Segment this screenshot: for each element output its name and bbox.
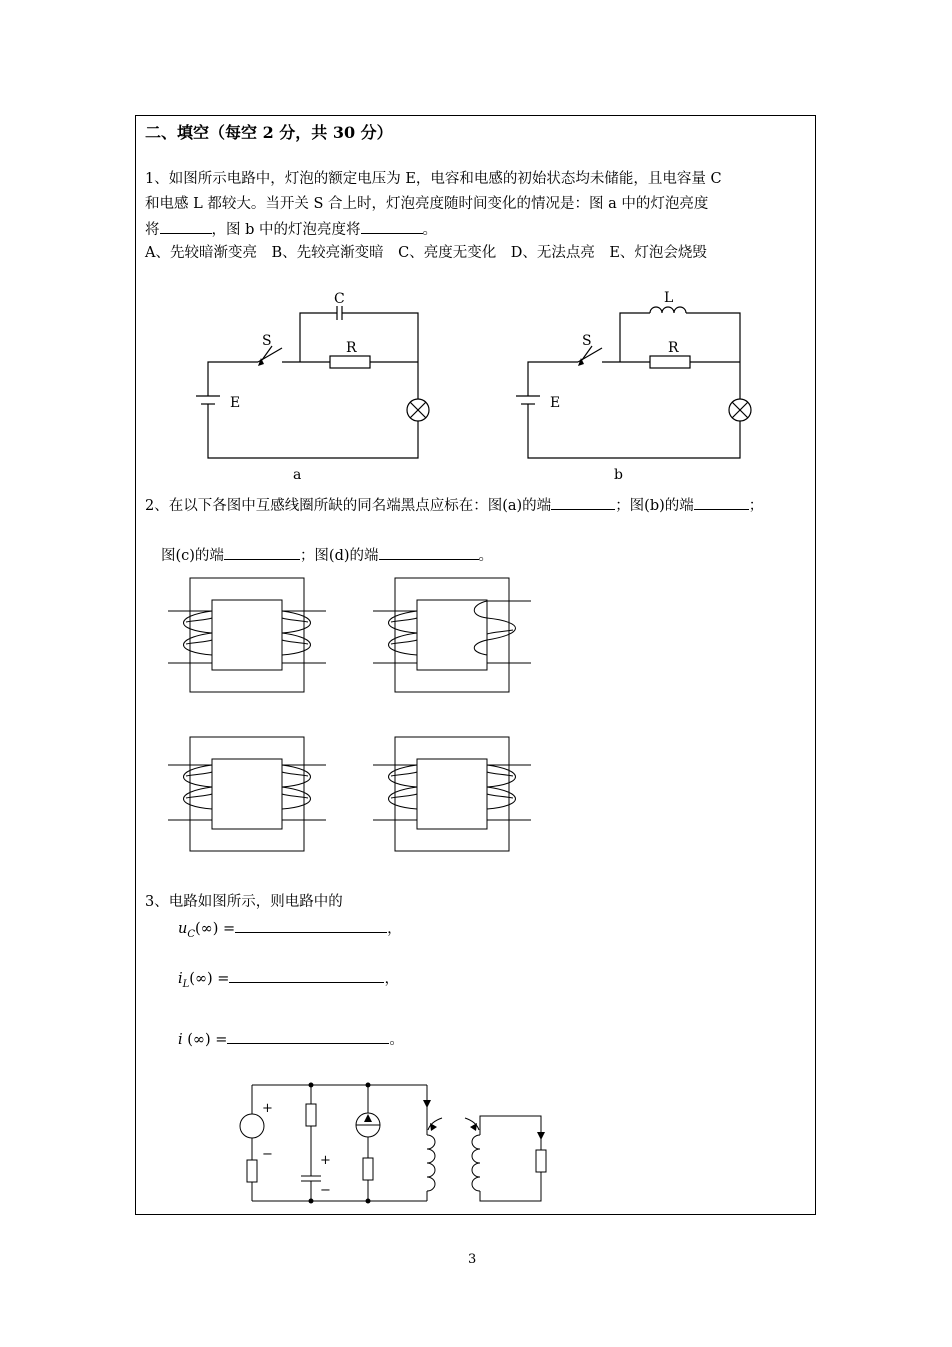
- page-number: 3: [468, 1252, 477, 1267]
- fig-a-label-c: C: [334, 291, 345, 307]
- q2-line2: 图(c)的端 ；图(d)的端 。: [161, 545, 493, 566]
- q3-minus-2: −: [320, 1183, 331, 1198]
- q3-intro: 3、电路如图所示，则电路中的: [145, 894, 343, 910]
- fig-a-label-e: E: [230, 395, 241, 411]
- q3-minus-1: −: [262, 1147, 273, 1162]
- q3-plus-2: +: [320, 1153, 331, 1168]
- fig-a-label-r: R: [346, 340, 357, 356]
- fig-b-label-e: E: [550, 395, 561, 411]
- section-title: 二、填空（每空 2 分，共 30 分）: [145, 123, 393, 142]
- fig-b-label-l: L: [664, 290, 674, 306]
- q3-i-line: i (∞) = 。: [178, 1029, 404, 1050]
- q3-plus-1: +: [262, 1101, 273, 1116]
- q1-line3: 将 ，图 b 中的灯泡亮度将 。: [145, 219, 437, 240]
- q1-line1: 1、如图所示电路中，灯泡的额定电压为 E，电容和电感的初始状态均未储能，且电容量 C: [145, 171, 722, 187]
- q2-line1: 2、在以下各图中互感线圈所缺的同名端黑点应标在：图(a)的端 ；图(b)的端 ；: [145, 495, 763, 516]
- fig-b-label-r: R: [668, 340, 679, 356]
- fig-a-caption: a: [293, 467, 302, 483]
- fig-b-caption: b: [614, 467, 623, 483]
- fig-b-label-s: S: [582, 333, 592, 349]
- fig-a-label-s: S: [262, 333, 272, 349]
- q3-il-line: $i_L(\infty)$ = ，: [178, 968, 399, 995]
- q1-line2: 和电感 L 都较大。当开关 S 合上时，灯泡亮度随时间变化的情况是：图 a 中的灯泡亮度: [145, 196, 709, 212]
- q1-options: A、先较暗渐变亮 B、先较亮渐变暗 C、亮度无变化 D、无法点亮 E、灯泡会烧毁: [145, 245, 707, 261]
- q3-uc-line: $u_C(\infty)$ = ，: [178, 918, 402, 945]
